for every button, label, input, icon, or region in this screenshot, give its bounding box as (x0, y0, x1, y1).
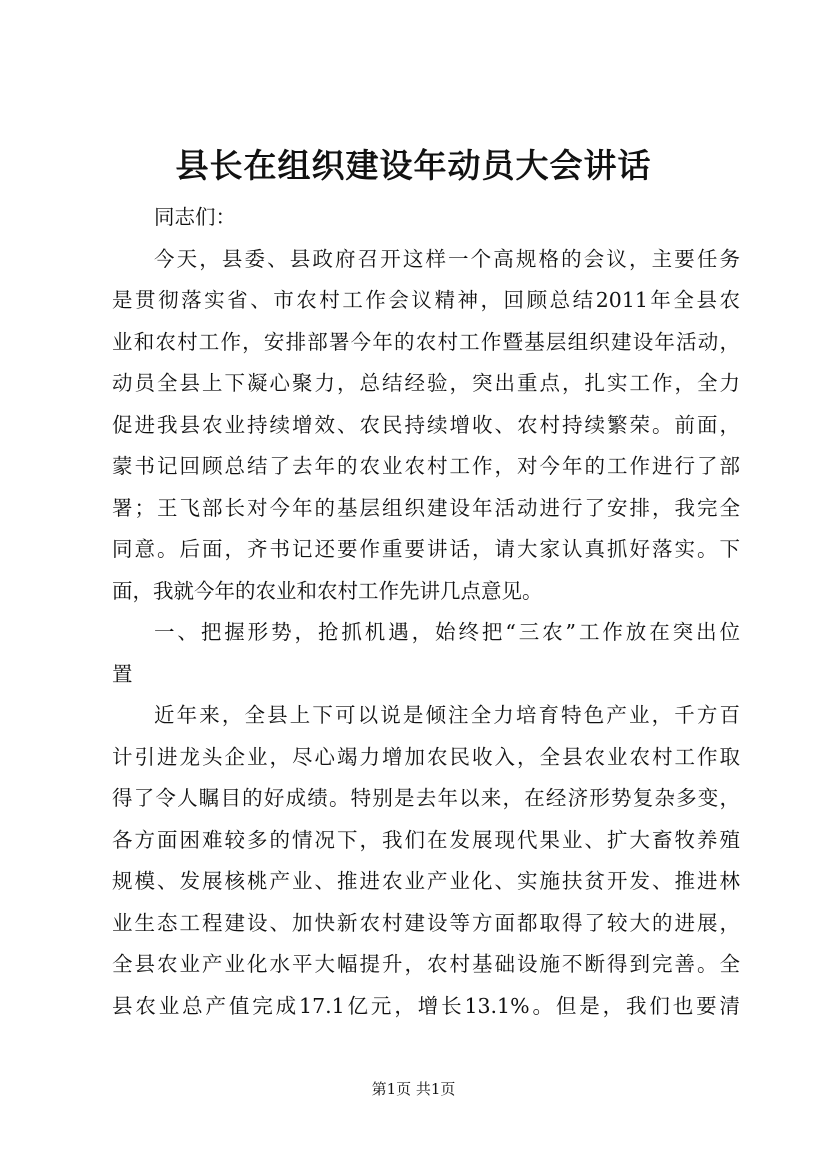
paragraph-line: 业生态工程建设、加快新农村建设等方面都取得了较大的进展， (112, 910, 740, 935)
section-heading-line: 置 (112, 661, 133, 686)
paragraph-line: 署；王飞部长对今年的基层组织建设年活动进行了安排，我完全 (112, 495, 740, 520)
paragraph-line: 各方面困难较多的情况下，我们在发展现代果业、扩大畜牧养殖 (112, 827, 740, 852)
document-title: 县长在组织建设年动员大会讲话 (175, 146, 652, 185)
paragraph-line: 促进我县农业持续增效、农民持续增收、农村持续繁荣。前面， (112, 412, 740, 437)
paragraph-line: 县农业总产值完成17.1亿元，增长13.1%。但是，我们也要清 (112, 993, 740, 1018)
paragraph-line: 蒙书记回顾总结了去年的农业农村工作，对今年的工作进行了部 (112, 454, 740, 478)
salutation-line: 同志们： (154, 205, 236, 229)
paragraph-line: 同意。后面，齐书记还要作重要讲话，请大家认真抓好落实。下 (112, 537, 740, 561)
page-footer: 第1页 共1页 (371, 1080, 456, 1098)
paragraph-line: 面，我就今年的农业和农村工作先讲几点意见。 (112, 578, 543, 603)
paragraph-line: 今天，县委、县政府召开这样一个高规格的会议，主要任务 (154, 246, 740, 271)
paragraph-line: 规模、发展核桃产业、推进农业产业化、实施扶贫开发、推进林 (112, 869, 740, 893)
paragraph-line: 计引进龙头企业，尽心竭力增加农民收入，全县农业农村工作取 (112, 744, 740, 769)
paragraph-line: 业和农村工作，安排部署今年的农村工作暨基层组织建设年活动， (112, 329, 740, 354)
paragraph-line: 动员全县上下凝心聚力，总结经验，突出重点，扎实工作，全力 (112, 371, 740, 395)
section-heading-line: 一、把握形势，抢抓机遇，始终把“三农”工作放在突出位 (154, 620, 740, 644)
paragraph-line: 是贯彻落实省、市农村工作会议精神，回顾总结2011年全县农 (112, 288, 740, 312)
document-body (112, 197, 740, 1027)
paragraph-line: 全县农业产业化水平大幅提升，农村基础设施不断得到完善。全 (112, 952, 740, 976)
paragraph-line: 近年来，全县上下可以说是倾注全力培育特色产业，千方百 (154, 703, 740, 727)
paragraph-line: 得了令人瞩目的好成绩。特别是去年以来，在经济形势复杂多变， (112, 786, 740, 810)
